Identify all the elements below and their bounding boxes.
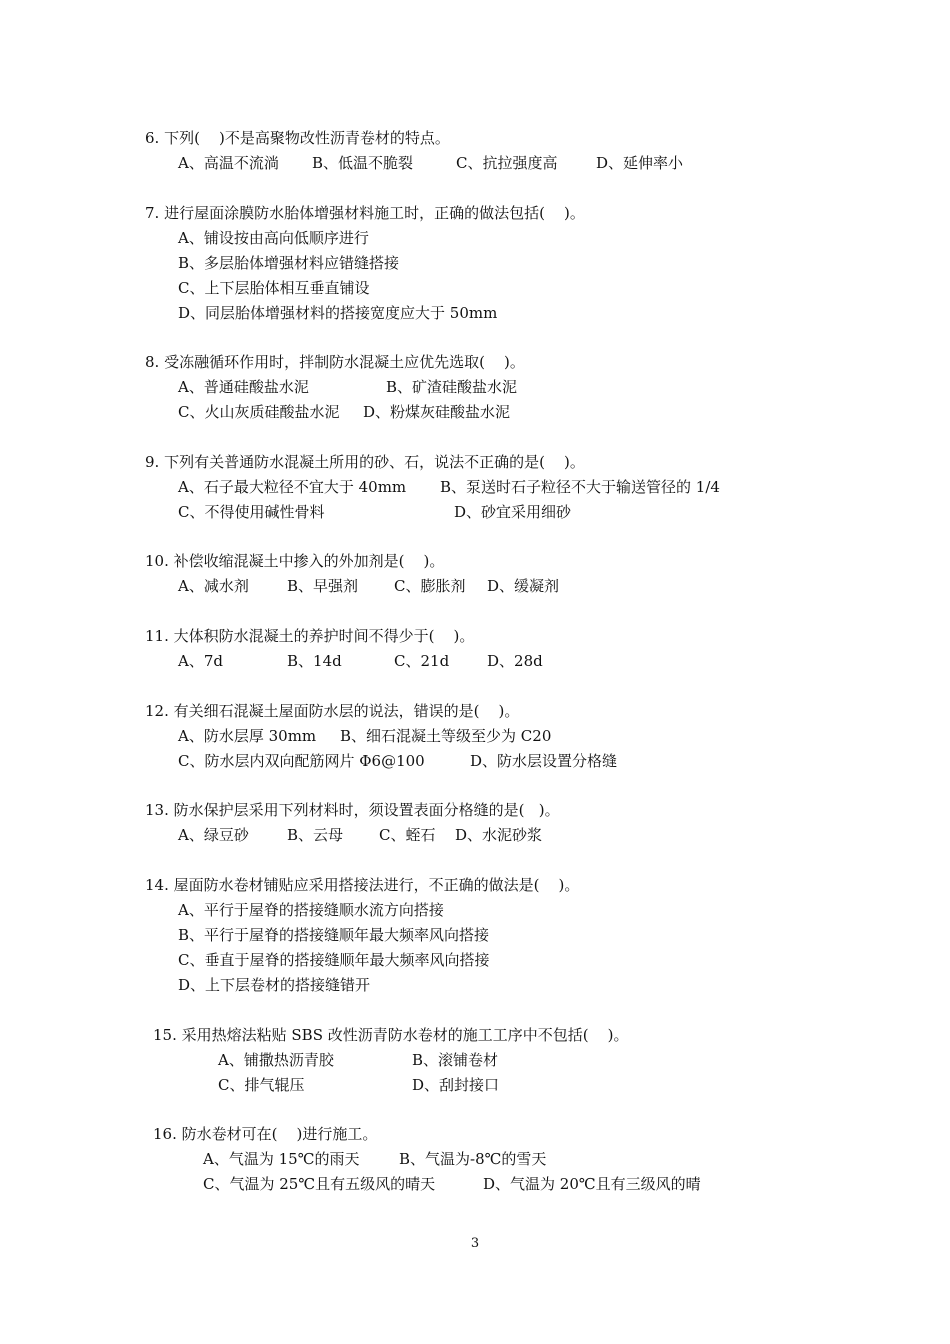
question-6-stem: 6. 下列( )不是高聚物改性沥青卷材的特点。 — [145, 129, 450, 147]
question-16-stem: 16. 防水卷材可在( )进行施工。 — [153, 1125, 378, 1143]
question-12-option-b: B、细石混凝土等级至少为 C20 — [340, 727, 552, 745]
question-8-option-c: C、火山灰质硅酸盐水泥 — [178, 403, 340, 421]
question-11-stem: 11. 大体积防水混凝土的养护时间不得少于( )。 — [145, 627, 475, 645]
question-10-option-a: A、减水剂 — [178, 577, 249, 595]
question-11-option-d: D、28d — [487, 652, 543, 670]
question-13-option-c: C、蛭石 — [379, 826, 436, 844]
question-6-option-b: B、低温不脆裂 — [312, 154, 414, 172]
question-15-option-d: D、刮封接口 — [412, 1076, 500, 1094]
question-14-stem: 14. 屋面防水卷材铺贴应采用搭接法进行，不正确的做法是( )。 — [145, 876, 580, 894]
question-8-option-b: B、矿渣硅酸盐水泥 — [386, 378, 518, 396]
question-10-option-c: C、膨胀剂 — [394, 577, 466, 595]
question-12-option-a: A、防水层厚 30mm — [178, 727, 317, 745]
question-15-stem: 15. 采用热熔法粘贴 SBS 改性沥青防水卷材的施工工序中不包括( )。 — [153, 1026, 629, 1044]
question-13-option-a: A、绿豆砂 — [178, 826, 249, 844]
question-10-option-b: B、早强剂 — [287, 577, 359, 595]
question-7-option-d: D、同层胎体增强材料的搭接宽度应大于 50mm — [178, 304, 498, 322]
question-16-option-c: C、气温为 25℃且有五级风的晴天 — [203, 1175, 436, 1193]
question-15-option-a: A、铺撒热沥青胶 — [218, 1051, 334, 1069]
question-10-option-d: D、缓凝剂 — [487, 577, 560, 595]
question-7-stem: 7. 进行屋面涂膜防水胎体增强材料施工时，正确的做法包括( )。 — [145, 204, 585, 222]
question-9-option-c: C、不得使用碱性骨料 — [178, 503, 325, 521]
question-9-option-d: D、砂宜采用细砂 — [454, 503, 572, 521]
question-13-option-d: D、水泥砂浆 — [455, 826, 543, 844]
question-7-option-a: A、铺设按由高向低顺序进行 — [178, 229, 369, 247]
question-9-option-a: A、石子最大粒径不宜大于 40mm — [178, 478, 407, 496]
question-13-option-b: B、云母 — [287, 826, 344, 844]
question-11-option-a: A、7d — [178, 652, 223, 670]
question-16-option-a: A、气温为 15℃的雨天 — [203, 1150, 360, 1168]
question-9-stem: 9. 下列有关普通防水混凝土所用的砂、石，说法不正确的是( )。 — [145, 453, 585, 471]
question-9-option-b: B、泵送时石子粒径不大于输送管径的 1/4 — [440, 478, 720, 496]
question-10-stem: 10. 补偿收缩混凝土中掺入的外加剂是( )。 — [145, 552, 445, 570]
question-14-option-d: D、上下层卷材的搭接缝错开 — [178, 976, 371, 994]
question-6-option-d: D、延伸率小 — [596, 154, 684, 172]
question-16-option-d: D、气温为 20℃且有三级风的晴 — [483, 1175, 701, 1193]
question-14-option-a: A、平行于屋脊的搭接缝顺水流方向搭接 — [178, 901, 444, 919]
question-6-option-c: C、抗拉强度高 — [456, 154, 558, 172]
page-number: 3 — [470, 1236, 480, 1251]
question-15-option-c: C、排气辊压 — [218, 1076, 305, 1094]
question-6-option-a: A、高温不流淌 — [178, 154, 279, 172]
question-8-option-a: A、普通硅酸盐水泥 — [178, 378, 309, 396]
question-12-option-d: D、防水层设置分格缝 — [470, 752, 618, 770]
question-7-option-b: B、多层胎体增强材料应错缝搭接 — [178, 254, 400, 272]
question-8-option-d: D、粉煤灰硅酸盐水泥 — [363, 403, 511, 421]
question-11-option-b: B、14d — [287, 652, 342, 670]
question-13-stem: 13. 防水保护层采用下列材料时，须设置表面分格缝的是( )。 — [145, 801, 560, 819]
question-11-option-c: C、21d — [394, 652, 450, 670]
question-8-stem: 8. 受冻融循环作用时，拌制防水混凝土应优先选取( )。 — [145, 353, 525, 371]
question-14-option-b: B、平行于屋脊的搭接缝顺年最大频率风向搭接 — [178, 926, 490, 944]
question-12-stem: 12. 有关细石混凝土屋面防水层的说法，错误的是( )。 — [145, 702, 520, 720]
question-14-option-c: C、垂直于屋脊的搭接缝顺年最大频率风向搭接 — [178, 951, 490, 969]
question-12-option-c: C、防水层内双向配筋网片 Φ6@100 — [178, 752, 425, 770]
question-16-option-b: B、气温为-8℃的雪天 — [399, 1150, 547, 1168]
question-7-option-c: C、上下层胎体相互垂直铺设 — [178, 279, 370, 297]
question-15-option-b: B、滚铺卷材 — [412, 1051, 499, 1069]
